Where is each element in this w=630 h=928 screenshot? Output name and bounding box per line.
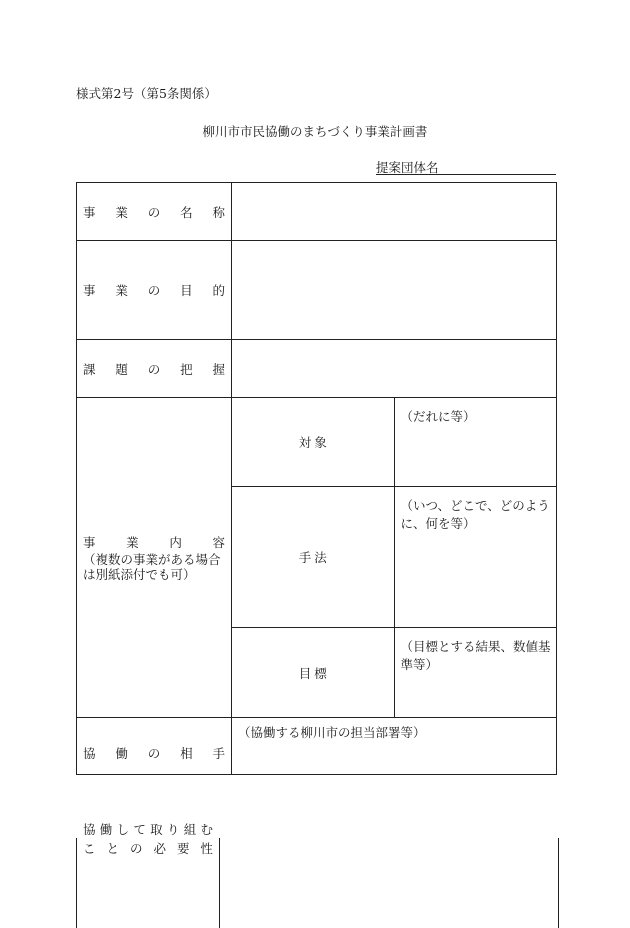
purpose-input[interactable] [232,241,557,340]
label-char: 働 [99,822,113,837]
label-char: 要 [176,841,190,856]
label-char: 標 [314,665,327,681]
content-label [77,398,232,718]
label-char: 的 [212,283,225,298]
content-note: （複数の事業がある場合は別紙添付でも可） [83,552,221,582]
label-char: 握 [212,361,225,377]
label-char: 業 [115,283,128,298]
label-char: む [200,822,213,837]
label-char: の [147,204,161,220]
distributed-label [83,744,225,762]
label-char: の [147,361,161,377]
label-char: て [133,822,146,837]
label-char: 性 [200,841,213,856]
target-input[interactable] [394,398,557,487]
method-label [232,487,395,628]
label-char: 課 [83,361,96,377]
label-char: 取 [150,822,163,837]
distributed-label [83,360,225,378]
goal-input[interactable] [394,628,557,718]
organization-name-field[interactable] [376,158,556,175]
label-char: 称 [212,204,225,220]
label-char: 内 [169,535,182,550]
form-number: 様式第2号（第5条関係） [76,86,217,101]
label-char: 協 [83,746,96,761]
label-char: 事 [83,283,96,298]
target-label [232,398,395,487]
distributed-label [299,433,327,451]
label-char: 手 [298,550,312,565]
label-char: 業 [115,204,128,220]
label-char: 目 [298,665,312,681]
partner-hint: （協働する柳川市の担当部署等） [238,725,426,740]
label-char: 名 [180,204,193,220]
project-name-label [77,183,232,241]
target-hint: （だれに等） [400,409,476,424]
row-project-name [77,183,557,241]
method-hint: （いつ、どこで、どのように、何を等） [400,498,550,531]
label-char: の [129,841,143,856]
document-title: 柳川市市民協働のまちづくり事業計画書 [202,124,428,139]
label-char: 法 [314,550,327,565]
distributed-label [83,533,225,551]
label-char: 必 [153,841,166,856]
label-char: 働 [115,746,128,761]
necessity-label [83,820,213,858]
label-char: の [147,283,161,298]
distributed-label [83,839,213,858]
issue-label [77,340,232,398]
row-issue [77,340,557,398]
label-char: 目 [180,283,193,298]
plan-table [76,182,557,775]
partner-input[interactable] [232,718,557,775]
row-target [77,398,557,487]
distributed-label [83,820,213,839]
issue-input[interactable] [232,340,557,398]
partner-label [77,718,232,775]
project-name-input[interactable] [232,183,557,241]
label-char: 相 [180,746,193,761]
label-char: 組 [183,822,197,837]
organization-name-label: 提案団体名 [376,160,439,175]
distributed-label [299,548,327,566]
distributed-label [83,203,225,221]
label-char: こ [83,841,96,856]
label-char: 容 [212,535,225,550]
goal-label [232,628,395,718]
label-char: 業 [126,535,139,550]
purpose-label [77,241,232,340]
label-char: り [166,822,180,837]
label-char: と [106,841,119,856]
label-char: 象 [314,435,327,450]
goal-hint: （目標とする結果、数値基準等） [400,639,551,672]
label-char: 題 [115,361,128,377]
distributed-label [299,664,327,682]
label-char: の [147,746,161,761]
label-char: 手 [212,746,225,761]
label-char: し [116,822,130,837]
method-input[interactable] [394,487,557,628]
label-char: 把 [180,361,193,377]
label-char: 事 [83,535,96,550]
label-char: 事 [83,204,96,220]
label-char: 協 [83,822,96,837]
distributed-label [83,281,225,299]
row-purpose [77,241,557,340]
label-char: 対 [298,435,312,450]
row-partner [77,718,557,775]
